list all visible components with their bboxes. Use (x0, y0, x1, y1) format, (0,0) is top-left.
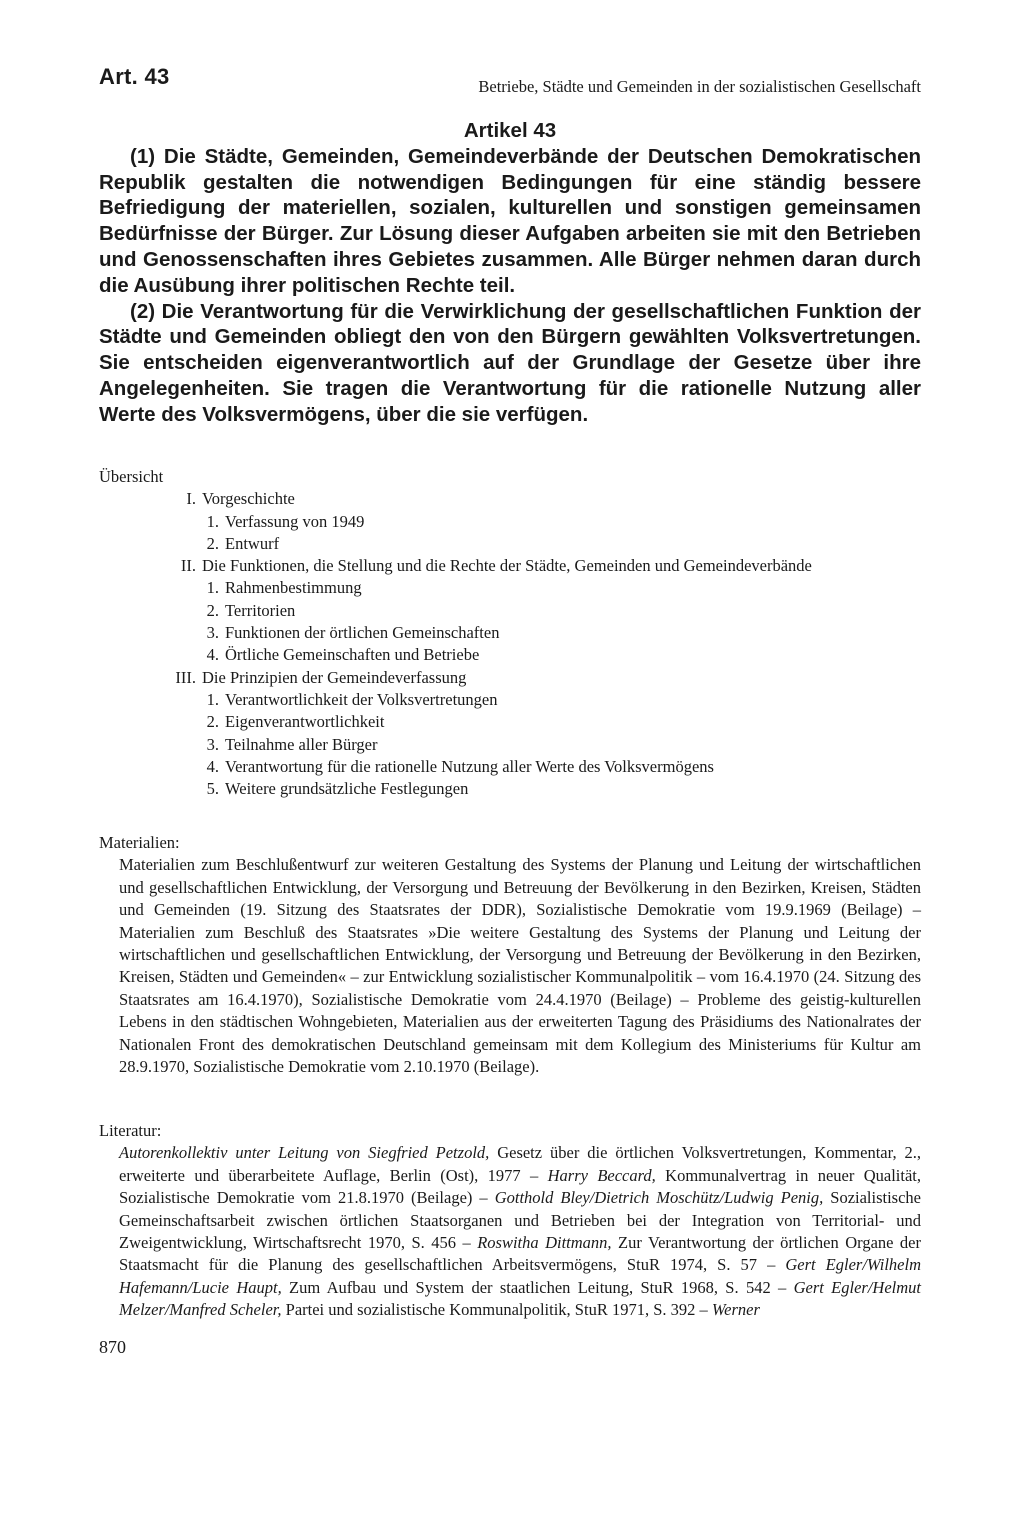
literature-label: Literatur: (99, 1121, 162, 1140)
toc-item-title: Örtliche Gemeinschaften und Betriebe (225, 645, 480, 665)
toc-item-title: Verantwortung für die rationelle Nutzung aller Werte des Volksvermögens (225, 756, 714, 776)
toc-item (99, 533, 921, 555)
toc-section-number: III. (175, 667, 196, 687)
toc-item (99, 577, 921, 599)
literature-author: Harry Beccard, (547, 1165, 656, 1185)
materials-label: Materialien: (99, 833, 180, 852)
toc-item-number: 3. (206, 623, 219, 643)
toc-item (99, 711, 921, 733)
running-title: Betriebe, Städte und Gemeinden in der sozialistischen Gesellschaft (478, 77, 921, 96)
literature-author: Roswitha Dittmann, (477, 1233, 612, 1253)
article-text (99, 118, 921, 428)
toc-item (99, 622, 921, 644)
literature-reference: Partei und sozialistische Kommunalpolitik, StuR 1971, S. 392 – (281, 1300, 712, 1320)
toc-section (99, 555, 921, 577)
literature-reference: Zum Aufbau und System der staatlichen Leitung, StuR 1968, S. 542 – (281, 1277, 794, 1297)
literature-author: Gotthold Bley/Dietrich Moschütz/Ludwig Penig, (494, 1188, 824, 1208)
article-paragraph-1: (1) Die Städte, Gemeinden, Gemeindeverbände der Deutschen Demokratischen Republik gestalten die notwendigen Bedingungen für eine ständig bessere Befriedigung der materiellen, sozialen, kulturellen und sonstigen gemeinsamen Bedürfnisse der Bürger. Zur Lösung dieser Aufgaben arbeiten sie mit den Betrieben und Genossenschaften ihres Gebietes zusammen. Alle Bürger nehmen daran durch die Ausübung ihrer politischen Rechte teil. (99, 144, 921, 297)
toc-item (99, 756, 921, 778)
toc-item (99, 778, 921, 800)
literature-reference: Zur Verantwortung der örtlichen Organe der Staatsmacht für die Planung des gesellschaftlichen Arbeitsvermögens, StuR 1974, S. 57 – (119, 1233, 922, 1275)
toc-item (99, 644, 921, 666)
literature-reference: Kommunalvertrag in neuer Qualität, Sozialistische Demokratie vom 21.8.1970 (Beilage) – (119, 1165, 921, 1208)
table-of-contents (99, 488, 921, 800)
article-reference: Art. 43 (99, 64, 170, 89)
toc-item (99, 689, 921, 711)
page-number: 870 (99, 1337, 126, 1357)
literature-reference: Sozialistische Gemeinschaftsarbeit zwischen örtlichen Staatsorganen und Betrieben bei der Integration von Territorial- und Zweigentwicklung, Wirtschaftsrecht 1970, S. 456 – (119, 1188, 921, 1253)
toc-section-title: Die Prinzipien der Gemeindeverfassung (202, 667, 467, 687)
literature-author: Werner (711, 1300, 760, 1320)
toc-section-number: II. (180, 556, 196, 576)
toc-item-title: Rahmenbestimmung (225, 578, 362, 598)
toc-item-title: Territorien (225, 600, 296, 620)
article-heading: Artikel 43 (463, 119, 557, 142)
article-paragraph-2: (2) Die Verantwortung für die Verwirklichung der gesellschaftlichen Funktion der Städte und Gemeinden obliegt den von den Bürgern gewählten Volksvertretungen. Sie entscheiden eigenverantwortlich auf der Grundlage der Gesetze über ihre Angelegenheiten. Sie tragen die Verantwortung für die rationelle Nutzung aller Werte des Volksvermögens, über die sie verfügen. (99, 299, 921, 426)
toc-item-number: 4. (206, 756, 219, 776)
overview-label: Übersicht (99, 467, 164, 486)
toc-item-title: Entwurf (225, 533, 280, 553)
literature-author: Gert Egler/Helmut Melzer/Manfred Scheler, (119, 1277, 922, 1320)
toc-item-title: Verantwortlichkeit der Volksvertretungen (225, 689, 498, 709)
toc-item-number: 1. (206, 578, 219, 598)
toc-item (99, 600, 921, 622)
materials-text: Materialien zum Beschlußentwurf zur weiteren Gestaltung des Systems der Planung und Leitung der wirtschaftlichen und gesellschaftlichen Entwicklung, der Versorgung und Betreuung der Bevölkerung in den Bezirken, Kreisen, Städten und Gemeinden (19. Sitzung des Staatsrates der DDR), Sozialistische Demokratie vom 19.9.1969 (Beilage) – Materialien zum Beschluß des Staatsrates »Die weitere Gestaltung des Systems der Planung und Leitung der wirtschaftlichen und gesellschaftlichen Entwicklung, der Versorgung und Betreuung der Bevölkerung in den Bezirken, Kreisen, Städten und Gemeinden« – zur Entwicklung sozialistischer Kommunalpolitik – vom 16.4.1970 (24. Sitzung des Staatsrates am 16.4.1970), Sozialistische Demokratie vom 24.4.1970 (Beilage) – Probleme des geistig-kulturellen Lebens in den städtischen Wohngebieten, Materialien aus der erweiterten Tagung des Präsidiums des Nationalrates der Nationalen Front des demokratischen Deutschland gemeinsam mit dem Kollegium des Ministeriums für Kultur am 28.9.1970, Sozialistische Demokratie vom 2.10.1970 (Beilage). (119, 855, 921, 1077)
toc-item-number: 1. (206, 511, 219, 531)
toc-item-number: 2. (206, 600, 219, 620)
toc-item (99, 734, 921, 756)
toc-item-title: Weitere grundsätzliche Festlegungen (225, 779, 469, 799)
toc-item-number: 1. (206, 689, 219, 709)
toc-section-title: Die Funktionen, die Stellung und die Rechte der Städte, Gemeinden und Gemeindeverbände (202, 556, 812, 576)
toc-section (99, 667, 921, 689)
literature-section (99, 1120, 921, 1322)
toc-item-number: 5. (206, 779, 219, 799)
toc-section (99, 488, 921, 510)
literature-author: Gert Egler/Wilhelm Hafemann/Lucie Haupt, (119, 1255, 921, 1297)
toc-item-number: 4. (206, 645, 219, 665)
toc-item-title: Verfassung von 1949 (225, 511, 365, 531)
toc-item-number: 3. (206, 734, 219, 754)
materials-section (99, 832, 921, 1078)
literature-reference: Gesetz über die örtlichen Volksvertretungen, Kommentar, 2., erweiterte und überarbeitete Auflage, Berlin (Ost), 1977 – (119, 1143, 921, 1185)
toc-item-title: Funktionen der örtlichen Gemeinschaften (225, 623, 500, 643)
literature-author: Autorenkollektiv unter Leitung von Siegfried Petzold, (119, 1143, 490, 1163)
toc-section-title: Vorgeschichte (202, 489, 295, 509)
toc-item (99, 511, 921, 533)
overview (99, 466, 921, 800)
toc-item-number: 2. (206, 533, 219, 553)
toc-section-number: I. (186, 489, 196, 509)
toc-item-title: Eigenverantwortlichkeit (225, 712, 385, 732)
toc-item-title: Teilnahme aller Bürger (225, 734, 378, 754)
literature-text (119, 1142, 921, 1321)
toc-item-number: 2. (206, 712, 219, 732)
